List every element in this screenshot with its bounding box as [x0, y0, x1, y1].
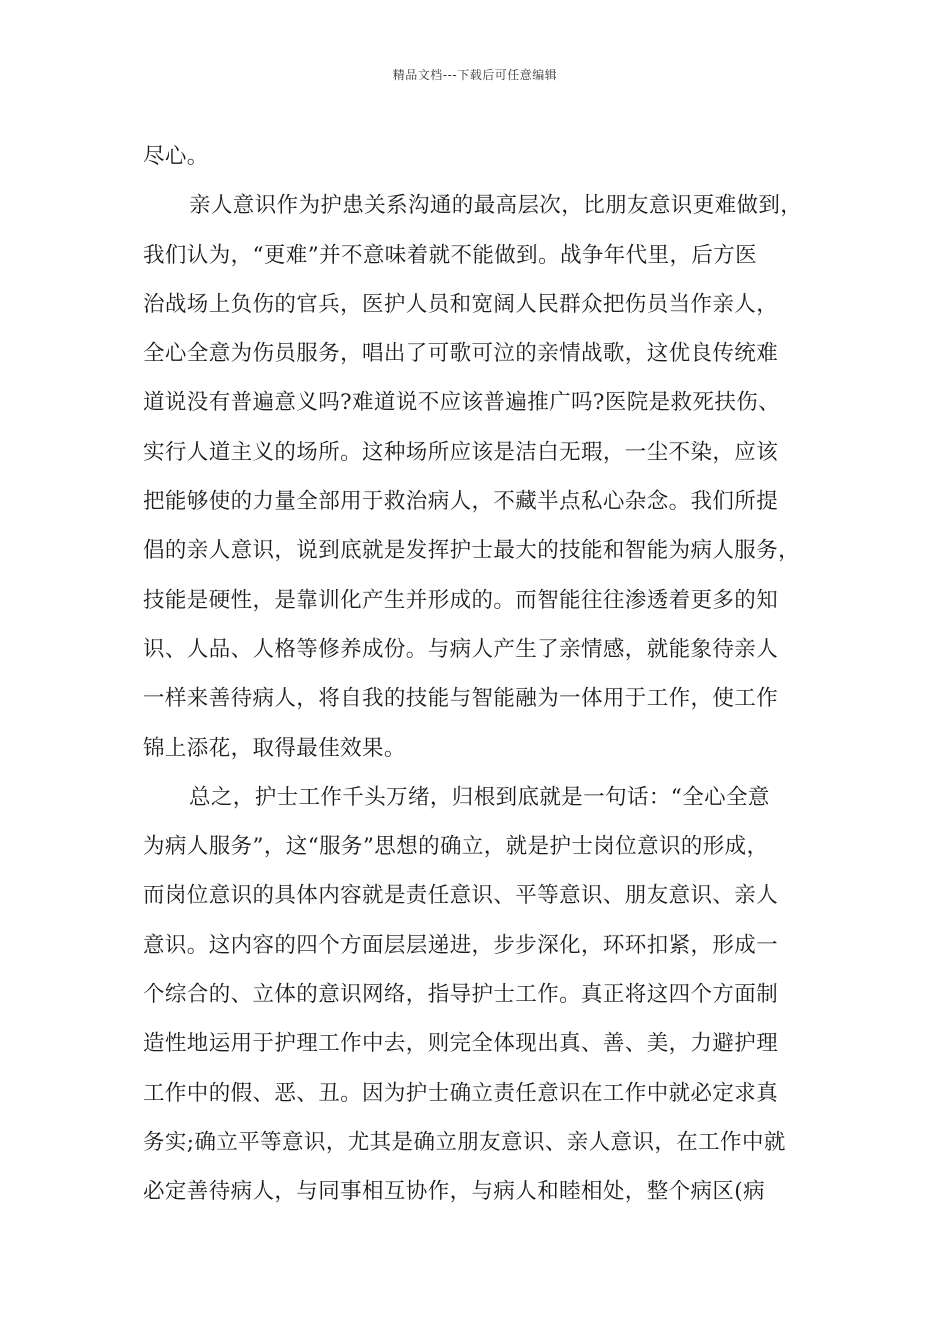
- text-line: 亲人意识作为护患关系沟通的最高层次，比朋友意识更难做到，: [189, 193, 803, 219]
- text-line: 务实;确立平等意识，尤其是确立朋友意识、亲人意识，在工作中就: [143, 1129, 786, 1155]
- text-line: 一样来善待病人，将自我的技能与智能融为一体用于工作，使工作: [143, 686, 779, 712]
- text-line: 把能够使的力量全部用于救治病人，不藏半点私心杂念。我们所提: [143, 489, 779, 515]
- text-line: 尽心。: [143, 144, 209, 169]
- paragraph-continuation: [143, 132, 807, 181]
- page-header: 精品文档---下载后可任意编辑: [392, 68, 558, 82]
- text-line: 而岗位意识的具体内容就是责任意识、平等意识、朋友意识、亲人: [143, 883, 779, 909]
- text-line: 我们认为，“更难”并不意味着就不能做到。战争年代里，后方医: [143, 242, 758, 268]
- text-line: 个综合的、立体的意识网络，指导护士工作。真正将这四个方面制: [143, 982, 779, 1008]
- document-body: [143, 132, 807, 1217]
- text-line: 识、人品、人格等修养成份。与病人产生了亲情感，就能象待亲人: [143, 636, 779, 662]
- text-line: 道说没有普遍意义吗?难道说不应该普遍推广吗?医院是救死扶伤、: [143, 390, 781, 416]
- text-line: 实行人道主义的场所。这种场所应该是洁白无瑕，一尘不染，应该: [143, 439, 779, 465]
- text-line: 总之，护士工作千头万绪，归根到底就是一句话：“全心全意: [189, 784, 770, 810]
- text-line: 意识。这内容的四个方面层层递进，步步深化，环环扣紧，形成一: [143, 932, 779, 958]
- paragraph-family-awareness: [143, 181, 807, 773]
- text-line: 锦上添花，取得最佳效果。: [143, 735, 406, 761]
- text-line: 工作中的假、恶、丑。因为护士确立责任意识在工作中就必定求真: [143, 1080, 779, 1106]
- text-line: 全心全意为伤员服务，唱出了可歌可泣的亲情战歌，这优良传统难: [143, 341, 779, 367]
- paragraph-summary: [143, 773, 807, 1217]
- text-line: 技能是硬性，是靠训化产生并形成的。而智能往往渗透着更多的知: [143, 587, 779, 613]
- text-line: 为病人服务”，这“服务”思想的确立，就是护士岗位意识的形成，: [143, 834, 769, 860]
- text-line: 治战场上负伤的官兵，医护人员和宽阔人民群众把伤员当作亲人，: [143, 291, 779, 317]
- text-line: 倡的亲人意识，说到底就是发挥护士最大的技能和智能为病人服务，: [143, 538, 801, 564]
- text-line: 造性地运用于护理工作中去，则完全体现出真、善、美，力避护理: [143, 1031, 779, 1057]
- text-line: 必定善待病人，与同事相互协作，与病人和睦相处，整个病区(病: [143, 1179, 765, 1205]
